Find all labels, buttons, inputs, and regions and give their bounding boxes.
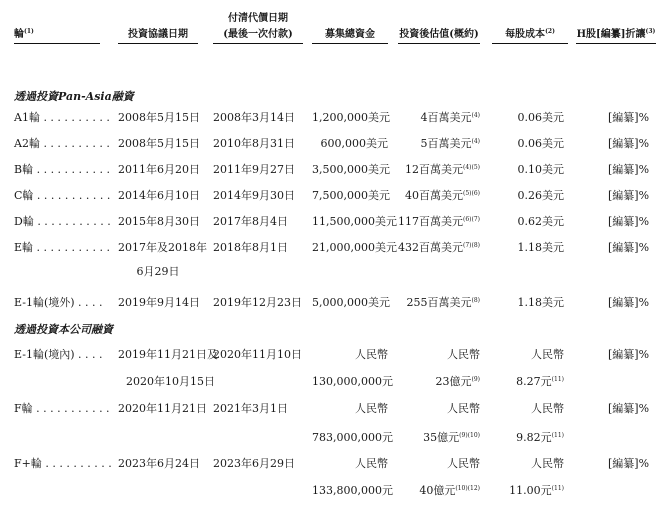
h-discount: [編纂]% bbox=[608, 296, 650, 309]
h-discount: [編纂]% bbox=[608, 348, 650, 361]
post-valuation: 255百萬美元$^{(8)}$ bbox=[406, 296, 480, 309]
payment-date: 2023年6月29日 bbox=[213, 457, 295, 470]
round-label: A2輪 . . . . . . . . . . bbox=[14, 137, 110, 150]
post-valuation: 4百萬美元$^{(4)}$ bbox=[420, 111, 480, 124]
agreement-date: 2014年6月10日 bbox=[118, 189, 200, 202]
payment-date: 2014年9月30日 bbox=[213, 189, 295, 202]
h-discount: [編纂]% bbox=[608, 457, 650, 470]
round-label: E輪 . . . . . . . . . . . bbox=[14, 241, 110, 254]
post-valuation: 23億元$^{(9)}$ bbox=[435, 375, 480, 388]
header-post-valuation: 投資後估值(概約) bbox=[399, 29, 479, 40]
section-title-company: 透過投資本公司融資 bbox=[14, 323, 113, 336]
agreement-date: 2015年8月30日 bbox=[118, 215, 200, 228]
round-label: A1輪 . . . . . . . . . . bbox=[14, 111, 110, 124]
post-valuation: 12百萬美元$^{(4)(5)}$ bbox=[405, 163, 480, 176]
payment-date: 2019年12月23日 bbox=[213, 296, 302, 309]
payment-date: 2011年9月27日 bbox=[213, 163, 295, 176]
cost-per-share: 0.62美元 bbox=[517, 215, 564, 228]
h-discount: [編纂]% bbox=[608, 137, 650, 150]
cost-per-share: 1.18美元 bbox=[517, 296, 564, 309]
post-valuation: 40百萬美元$^{(5)(6)}$ bbox=[405, 189, 480, 202]
h-discount: [編纂]% bbox=[608, 189, 650, 202]
header-payment-date-line1: 付清代價日期 bbox=[228, 13, 288, 24]
currency-label: 人民幣 bbox=[531, 457, 564, 470]
post-valuation: 35億元$^{(9)(10)}$ bbox=[423, 431, 480, 444]
section-title-pan-asia: 透過投資Pan-Asia融資 bbox=[14, 90, 134, 103]
total-raised: 11,500,000美元 bbox=[312, 215, 397, 228]
header-h-discount: H股[編纂]折讓$^{(3)}$ bbox=[576, 28, 656, 40]
agreement-date: 2008年5月15日 bbox=[118, 137, 200, 150]
round-label: C輪 . . . . . . . . . . . bbox=[14, 189, 111, 202]
payment-date: 2018年8月1日 bbox=[213, 241, 288, 254]
agreement-date: 2017年及2018年 bbox=[118, 241, 207, 254]
round-label: B輪 . . . . . . . . . . . bbox=[14, 163, 111, 176]
agreement-date: 2019年9月14日 bbox=[118, 296, 200, 309]
cost-per-share: 0.06美元 bbox=[517, 137, 564, 150]
cost-per-share: 0.10美元 bbox=[517, 163, 564, 176]
round-label: D輪 . . . . . . . . . . . bbox=[14, 215, 111, 228]
header-agreement-date: 投資協議日期 bbox=[128, 29, 188, 40]
currency-label: 人民幣 bbox=[355, 402, 388, 415]
agreement-date: 2008年5月15日 bbox=[118, 111, 200, 124]
agreement-date: 2023年6月24日 bbox=[118, 457, 200, 470]
total-raised: 783,000,000元 bbox=[312, 431, 393, 444]
total-raised: 133,800,000元 bbox=[312, 484, 393, 497]
header-payment-date-line2: (最後一次付款) bbox=[223, 29, 293, 40]
post-valuation: 5百萬美元$^{(4)}$ bbox=[420, 137, 480, 150]
cost-per-share: 11.00元$^{(11)}$ bbox=[509, 484, 564, 497]
header-rule bbox=[492, 43, 568, 44]
cost-per-share: 8.27元$^{(11)}$ bbox=[516, 375, 564, 388]
currency-label: 人民幣 bbox=[355, 348, 388, 361]
header-round: 輪$^{(1)}$ bbox=[14, 28, 34, 40]
cost-per-share: 0.06美元 bbox=[517, 111, 564, 124]
cost-per-share: 1.18美元 bbox=[517, 241, 564, 254]
h-discount: [編纂]% bbox=[608, 402, 650, 415]
h-discount: [編纂]% bbox=[608, 241, 650, 254]
currency-label: 人民幣 bbox=[355, 457, 388, 470]
cost-per-share: 0.26美元 bbox=[517, 189, 564, 202]
currency-label: 人民幣 bbox=[531, 402, 564, 415]
currency-label: 人民幣 bbox=[531, 348, 564, 361]
post-valuation: 40億元$^{(10)(12)}$ bbox=[419, 484, 480, 497]
currency-label: 人民幣 bbox=[447, 402, 480, 415]
round-label: F+輪 . . . . . . . . . . bbox=[14, 457, 112, 470]
payment-date: 2020年11月10日 bbox=[213, 348, 302, 361]
agreement-date: 2019年11月21日及 bbox=[118, 348, 218, 361]
total-raised: 7,500,000美元 bbox=[312, 189, 390, 202]
round-label: F輪 . . . . . . . . . . . bbox=[14, 402, 110, 415]
header-rule bbox=[213, 43, 303, 44]
total-raised: 600,000美元 bbox=[320, 137, 388, 150]
currency-label: 人民幣 bbox=[447, 457, 480, 470]
header-rule bbox=[118, 43, 198, 44]
h-discount: [編纂]% bbox=[608, 111, 650, 124]
header-total-raised: 募集總資金 bbox=[325, 29, 375, 40]
total-raised: 1,200,000美元 bbox=[312, 111, 390, 124]
post-valuation: 117百萬美元$^{(6)(7)}$ bbox=[398, 215, 480, 228]
header-rule bbox=[398, 43, 480, 44]
agreement-date-line2: 2020年10月15日 bbox=[126, 375, 215, 388]
total-raised: 130,000,000元 bbox=[312, 375, 393, 388]
payment-date: 2010年8月31日 bbox=[213, 137, 295, 150]
agreement-date: 2020年11月21日 bbox=[118, 402, 207, 415]
round-label: E-1輪(境內) . . . . bbox=[14, 348, 103, 361]
cost-per-share: 9.82元$^{(11)}$ bbox=[516, 431, 564, 444]
total-raised: 5,000,000美元 bbox=[312, 296, 390, 309]
payment-date: 2017年8月4日 bbox=[213, 215, 288, 228]
header-rule bbox=[14, 43, 100, 44]
payment-date: 2021年3月1日 bbox=[213, 402, 288, 415]
h-discount: [編纂]% bbox=[608, 163, 650, 176]
header-rule bbox=[576, 43, 656, 44]
post-valuation: 432百萬美元$^{(7)(8)}$ bbox=[398, 241, 480, 254]
total-raised: 3,500,000美元 bbox=[312, 163, 390, 176]
header-cost-per-share: 每股成本$^{(2)}$ bbox=[505, 28, 555, 40]
header-rule bbox=[312, 43, 388, 44]
payment-date: 2008年3月14日 bbox=[213, 111, 295, 124]
currency-label: 人民幣 bbox=[447, 348, 480, 361]
round-label: E-1輪(境外) . . . . bbox=[14, 296, 103, 309]
total-raised: 21,000,000美元 bbox=[312, 241, 397, 254]
agreement-date: 2011年6月20日 bbox=[118, 163, 200, 176]
agreement-date-line2: 6月29日 bbox=[136, 265, 180, 278]
h-discount: [編纂]% bbox=[608, 215, 650, 228]
